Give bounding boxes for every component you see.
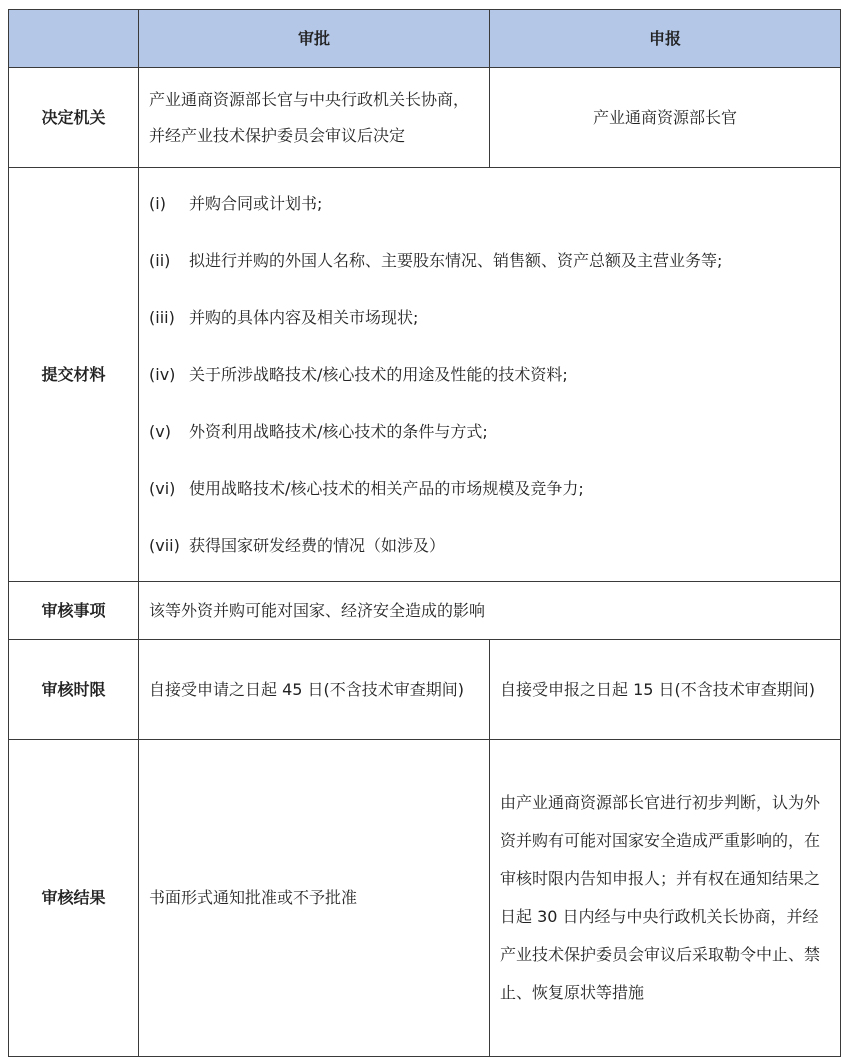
- matters-text: 该等外资并购可能对国家、经济安全造成的影响: [139, 582, 841, 640]
- list-item-number: (vi): [149, 478, 176, 498]
- row-label-period: 审核时限: [9, 640, 139, 740]
- list-item-text: 拟进行并购的外国人名称、主要股东情况、销售额、资产总额及主营业务等;: [189, 250, 723, 270]
- list-item: [149, 346, 830, 403]
- list-item-number: (iii): [149, 307, 175, 327]
- period-approval: 自接受申请之日起 45 日(不含技术审查期间): [139, 640, 490, 740]
- list-item: [149, 403, 830, 460]
- row-period: [9, 640, 841, 740]
- header-declaration: 申报: [490, 10, 841, 68]
- list-item: [149, 460, 830, 517]
- row-decider: [9, 68, 841, 168]
- row-matters: [9, 582, 841, 640]
- list-item-text: 关于所涉战略技术/核心技术的用途及性能的技术资料;: [189, 364, 568, 384]
- list-item-number: (iv): [149, 364, 176, 384]
- list-item-number: (i): [149, 193, 166, 213]
- list-item-text: 并购合同或计划书;: [189, 193, 323, 213]
- list-item-number: (vii): [149, 535, 180, 555]
- materials-list: [139, 168, 841, 582]
- list-item: [149, 289, 830, 346]
- list-item-number: (ii): [149, 250, 171, 270]
- list-item-text: 并购的具体内容及相关市场现状;: [189, 307, 419, 327]
- row-label-decider: 决定机关: [9, 68, 139, 168]
- review-comparison-table: [8, 9, 841, 1057]
- period-declaration: 自接受申报之日起 15 日(不含技术审查期间): [490, 640, 841, 740]
- row-label-result: 审核结果: [9, 740, 139, 1057]
- row-result: [9, 740, 841, 1057]
- list-item-text: 使用战略技术/核心技术的相关产品的市场规模及竞争力;: [189, 478, 584, 498]
- list-item-text: 外资利用战略技术/核心技术的条件与方式;: [189, 421, 488, 441]
- row-materials: [9, 168, 841, 582]
- result-declaration: 由产业通商资源部长官进行初步判断，认为外资并购有可能对国家安全造成严重影响的，在审核时限内告知申报人；并有权在通知结果之日起 30 日内经与中央行政机关长协商，并经产业技术保护委员会审议后采取勒令中止、禁止、恢复原状等措施: [490, 740, 841, 1057]
- header-row: [9, 10, 841, 68]
- result-approval: 书面形式通知批准或不予批准: [139, 740, 490, 1057]
- list-item-text: 获得国家研发经费的情况（如涉及）: [189, 535, 446, 555]
- list-item-number: (v): [149, 421, 171, 441]
- row-label-materials: 提交材料: [9, 168, 139, 582]
- list-item: [149, 232, 830, 289]
- decider-approval: 产业通商资源部长官与中央行政机关长协商，并经产业技术保护委员会审议后决定: [139, 68, 490, 168]
- decider-declaration: 产业通商资源部长官: [490, 68, 841, 168]
- list-item: [149, 175, 830, 232]
- list-item: [149, 517, 830, 574]
- header-corner-cell: [9, 10, 139, 68]
- row-label-matters: 审核事项: [9, 582, 139, 640]
- header-approval: 审批: [139, 10, 490, 68]
